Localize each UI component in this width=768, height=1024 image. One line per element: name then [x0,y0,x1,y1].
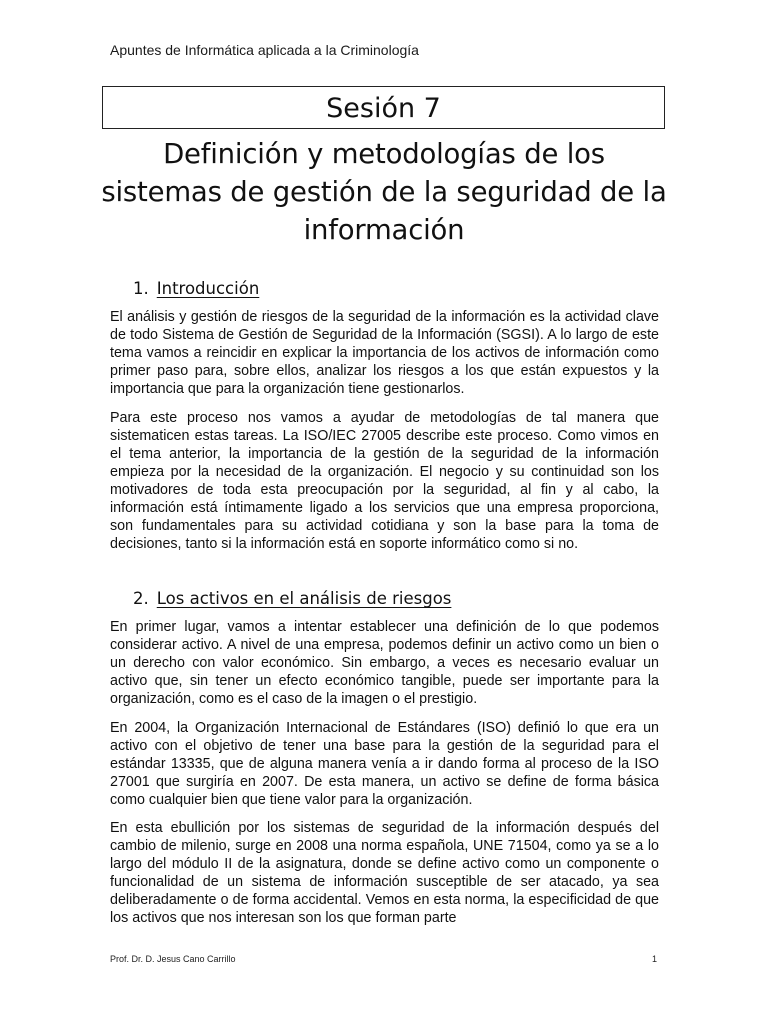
footer-author: Prof. Dr. D. Jesus Cano Carrillo [110,954,236,964]
section-heading-activos [133,589,451,609]
session-label-box: Sesión 7 [102,86,665,129]
paragraph: En primer lugar, vamos a intentar establecer una definición de lo que podemos considerar activo. A nivel de una empresa, podemos definir un activo como un bien o un derecho con valor económico. Sin embargo, a veces es necesario evaluar un activo que, sin tener un efecto económico tangible, puede ser importante para la organización, como es el caso de la imagen o el prestigio. [110,619,659,707]
section-title: Introducción [156,279,260,298]
paragraph: En 2004, la Organización Internacional de Estándares (ISO) definió lo que era un activo con el objetivo de tener una base para la gestión de la seguridad para el estándar 13335, que de alguna manera venía a ir dando forma al proceso de la ISO 27001 que surgiría en 2007. De esta manera, un activo se define de forma básica como cualquier bien que tiene valor para la organización. [110,720,659,808]
document-title: Definición y metodologías de los sistemas de gestión de la seguridad de la información [101,138,667,246]
section-number: 1. [133,279,149,298]
running-header: Apuntes de Informática aplicada a la Criminología [110,42,419,58]
section-heading-introduccion [133,279,259,299]
paragraph: El análisis y gestión de riesgos de la seguridad de la información es la actividad clave de todo Sistema de Gestión de Seguridad de la Información (SGSI). A lo largo de este tema vamos a reincidir en explicar la importancia de los activos de información como primer paso para, sobre ellos, analizar los riesgos a los que están expuestos y la importancia que para la organización tiene gestionarlos. [110,309,659,397]
section-title: Los activos en el análisis de riesgos [156,589,452,608]
paragraph: Para este proceso nos vamos a ayudar de metodologías de tal manera que sistematicen estas tareas. La ISO/IEC 27005 describe este proceso. Como vimos en el tema anterior, la importancia de la gestión de la seguridad de la información empieza por la necesidad de la organización. El negocio y su continuidad son los motivadores de toda esta preocupación por la seguridad, al fin y al cabo, la información está íntimamente ligado a los servicios que una empresa proporciona, son fundamentales para su actividad cotidiana y son la base para la toma de decisiones, tanto si la información está en soporte informático como si no. [110,410,659,552]
section-number: 2. [133,589,149,608]
paragraph: En esta ebullición por los sistemas de seguridad de la información después del cambio de milenio, surge en 2008 una norma española, UNE 71504, como ya se a lo largo del módulo II de la asignatura, donde se define activo como un componente o funcionalidad de un sistema de información susceptible de ser atacado, ya sea deliberadamente o de forma accidental. Vemos en esta norma, la especificidad de que los activos que nos interesan son los que forman parte [110,820,659,926]
footer-page-number: 1 [652,954,658,964]
